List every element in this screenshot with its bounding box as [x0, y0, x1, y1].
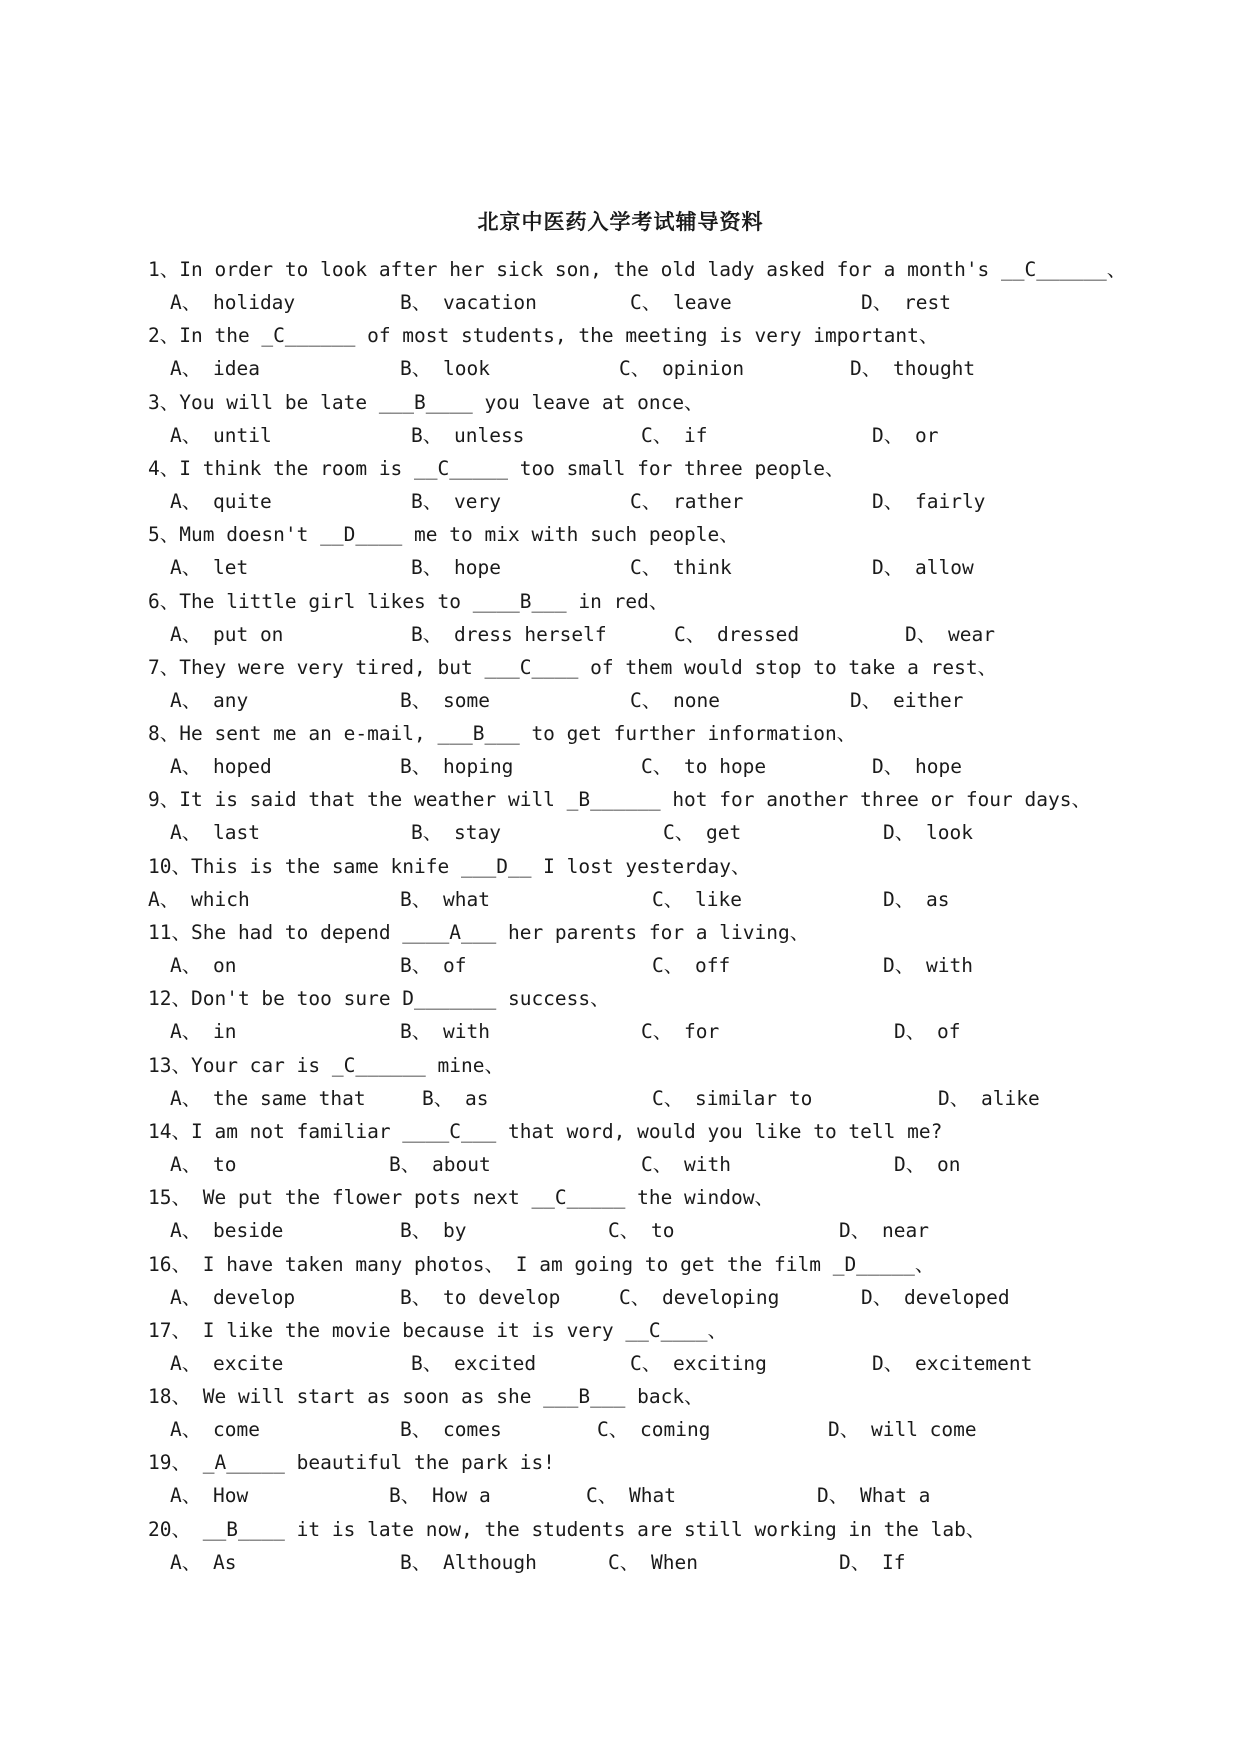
answer-option-c: C、 like [652, 887, 742, 911]
question-stem: 6、The little girl likes to ____B___ in red、 [148, 589, 669, 613]
question-stem: 5、Mum doesn't __D____ me to mix with such people、 [148, 523, 739, 547]
answer-option-c: C、 coming [597, 1418, 711, 1442]
answer-option-a: A、 beside [170, 1219, 284, 1243]
answer-option-d: D、 developed [861, 1285, 1010, 1309]
answer-option-b: B、 as [422, 1086, 489, 1110]
answer-option-d: D、 fairly [872, 489, 986, 513]
answer-option-c: C、 When [608, 1550, 698, 1574]
question-stem: 19、 _A_____ beautiful the park is! [148, 1451, 555, 1475]
answer-option-b: B、 excited [411, 1351, 537, 1375]
question-stem: 14、I am not familiar ____C___ that word, would you like to tell me? [148, 1119, 943, 1143]
answer-option-a: A、 until [170, 423, 272, 447]
question-stem: 2、In the _C______ of most students, the meeting is very important、 [148, 324, 939, 348]
answer-option-a: A、 put on [170, 622, 284, 646]
answer-option-c: C、 opinion [619, 357, 745, 381]
answer-option-b: B、 with [400, 1020, 490, 1044]
answer-option-a: A、 excite [170, 1351, 284, 1375]
question-stem: 16、 I have taken many photos、 I am going to get the film _D_____、 [148, 1252, 935, 1276]
answer-option-d: D、 excitement [872, 1351, 1033, 1375]
answer-option-d: D、 What a [817, 1484, 931, 1508]
question-stem: 10、This is the same knife ___D__ I lost yesterday、 [148, 854, 751, 878]
answer-option-d: D、 near [839, 1219, 929, 1243]
question-stem: 9、It is said that the weather will _B______ hot for another three or four days、 [148, 788, 1091, 812]
question-stem: 7、They were very tired, but ___C____ of them would stop to take a rest、 [148, 655, 998, 679]
answer-option-c: C、 exciting [630, 1351, 767, 1375]
answer-option-b: B、 what [400, 887, 490, 911]
answer-option-b: B、 look [400, 357, 490, 381]
question-stem: 18、 We will start as soon as she ___B___ back、 [148, 1385, 704, 1409]
answer-option-c: C、 What [586, 1484, 676, 1508]
question-stem: 15、 We put the flower pots next __C_____ the window、 [148, 1186, 774, 1210]
answer-option-a: A、 the same that [170, 1086, 366, 1110]
answer-option-d: D、 with [883, 954, 973, 977]
answer-option-c: C、 to hope [641, 755, 767, 779]
answer-option-a: A、 develop [170, 1285, 296, 1309]
answer-option-d: D、 on [894, 1152, 961, 1176]
answer-option-d: D、 rest [861, 291, 951, 314]
question-stem: 17、 I like the movie because it is very __C____、 [148, 1318, 728, 1342]
answer-option-b: B、 unless [411, 423, 525, 447]
answer-option-b: B、 of [400, 954, 467, 977]
answer-option-b: B、 vacation [400, 291, 537, 314]
answer-option-d: D、 look [883, 821, 973, 845]
answer-option-a: A、 As [170, 1550, 237, 1574]
answer-option-b: B、 dress herself [411, 622, 607, 646]
question-stem: 11、She had to depend ____A___ her parents for a living、 [148, 921, 810, 944]
question-stem: 20、 __B____ it is late now, the students are still working in the lab、 [148, 1517, 986, 1541]
answer-option-a: A、 hoped [170, 755, 272, 779]
question-stem: 3、You will be late ___B____ you leave at once、 [148, 390, 704, 414]
answer-option-b: B、 comes [400, 1418, 502, 1442]
answer-option-a: A、 quite [170, 489, 272, 513]
answer-option-a: A、 in [170, 1020, 237, 1044]
answer-option-c: C、 with [641, 1152, 731, 1176]
answer-option-c: C、 off [652, 954, 731, 977]
answer-option-d: D、 as [883, 887, 950, 911]
answer-option-a: A、 last [170, 821, 260, 845]
answer-option-b: B、 very [411, 489, 501, 513]
document-title: 北京中医药入学考试辅导资料 [477, 210, 764, 234]
answer-option-d: D、 If [839, 1550, 906, 1574]
answer-option-b: B、 stay [411, 821, 501, 845]
answer-option-a: A、 to [170, 1152, 237, 1176]
question-stem: 12、Don't be too sure D_______ success、 [148, 987, 610, 1011]
answer-option-d: D、 allow [872, 556, 974, 580]
answer-option-d: D、 or [872, 423, 939, 447]
answer-option-b: B、 How a [389, 1484, 491, 1508]
answer-option-c: C、 leave [630, 291, 732, 314]
answer-option-c: C、 developing [619, 1285, 780, 1309]
answer-option-b: B、 to develop [400, 1285, 561, 1309]
answer-option-a: A、 idea [170, 357, 260, 381]
answer-option-c: C、 get [663, 821, 742, 845]
answer-option-c: C、 dressed [674, 622, 800, 646]
answer-option-c: C、 to [608, 1219, 675, 1243]
answer-option-d: D、 alike [938, 1086, 1040, 1110]
answer-option-a: A、 How [170, 1484, 249, 1508]
answer-option-c: C、 if [641, 423, 708, 447]
answer-option-d: D、 hope [872, 755, 962, 779]
question-stem: 8、He sent me an e-mail, ___B___ to get further information、 [148, 722, 857, 746]
question-stem: 1、In order to look after her sick son, the old lady asked for a month's __C______、 [148, 258, 1127, 281]
answer-option-c: C、 think [630, 556, 732, 580]
answer-option-c: C、 rather [630, 489, 744, 513]
question-stem: 4、I think the room is __C_____ too small for three people、 [148, 456, 845, 480]
answer-option-d: D、 wear [905, 622, 995, 646]
answer-option-a: A、 any [170, 688, 249, 712]
answer-option-d: D、 either [850, 688, 964, 712]
answer-option-b: B、 Although [400, 1550, 537, 1574]
answer-option-a: A、 holiday [170, 291, 296, 314]
answer-option-a: A、 come [170, 1418, 260, 1442]
question-stem: 13、Your car is _C______ mine、 [148, 1053, 504, 1077]
answer-option-b: B、 by [400, 1219, 467, 1243]
answer-option-c: C、 for [641, 1020, 720, 1044]
answer-option-b: B、 about [389, 1152, 491, 1176]
answer-option-d: D、 will come [828, 1418, 977, 1442]
answer-option-d: D、 thought [850, 357, 976, 381]
answer-option-b: B、 hoping [400, 755, 514, 779]
answer-option-a: A、 on [170, 954, 237, 977]
answer-option-a: A、 let [170, 556, 249, 580]
answer-option-b: B、 hope [411, 556, 501, 580]
answer-option-d: D、 of [894, 1020, 961, 1044]
answer-option-b: B、 some [400, 688, 490, 712]
answer-option-c: C、 none [630, 688, 720, 712]
answer-option-a: A、 which [148, 887, 250, 911]
answer-option-c: C、 similar to [652, 1086, 813, 1110]
